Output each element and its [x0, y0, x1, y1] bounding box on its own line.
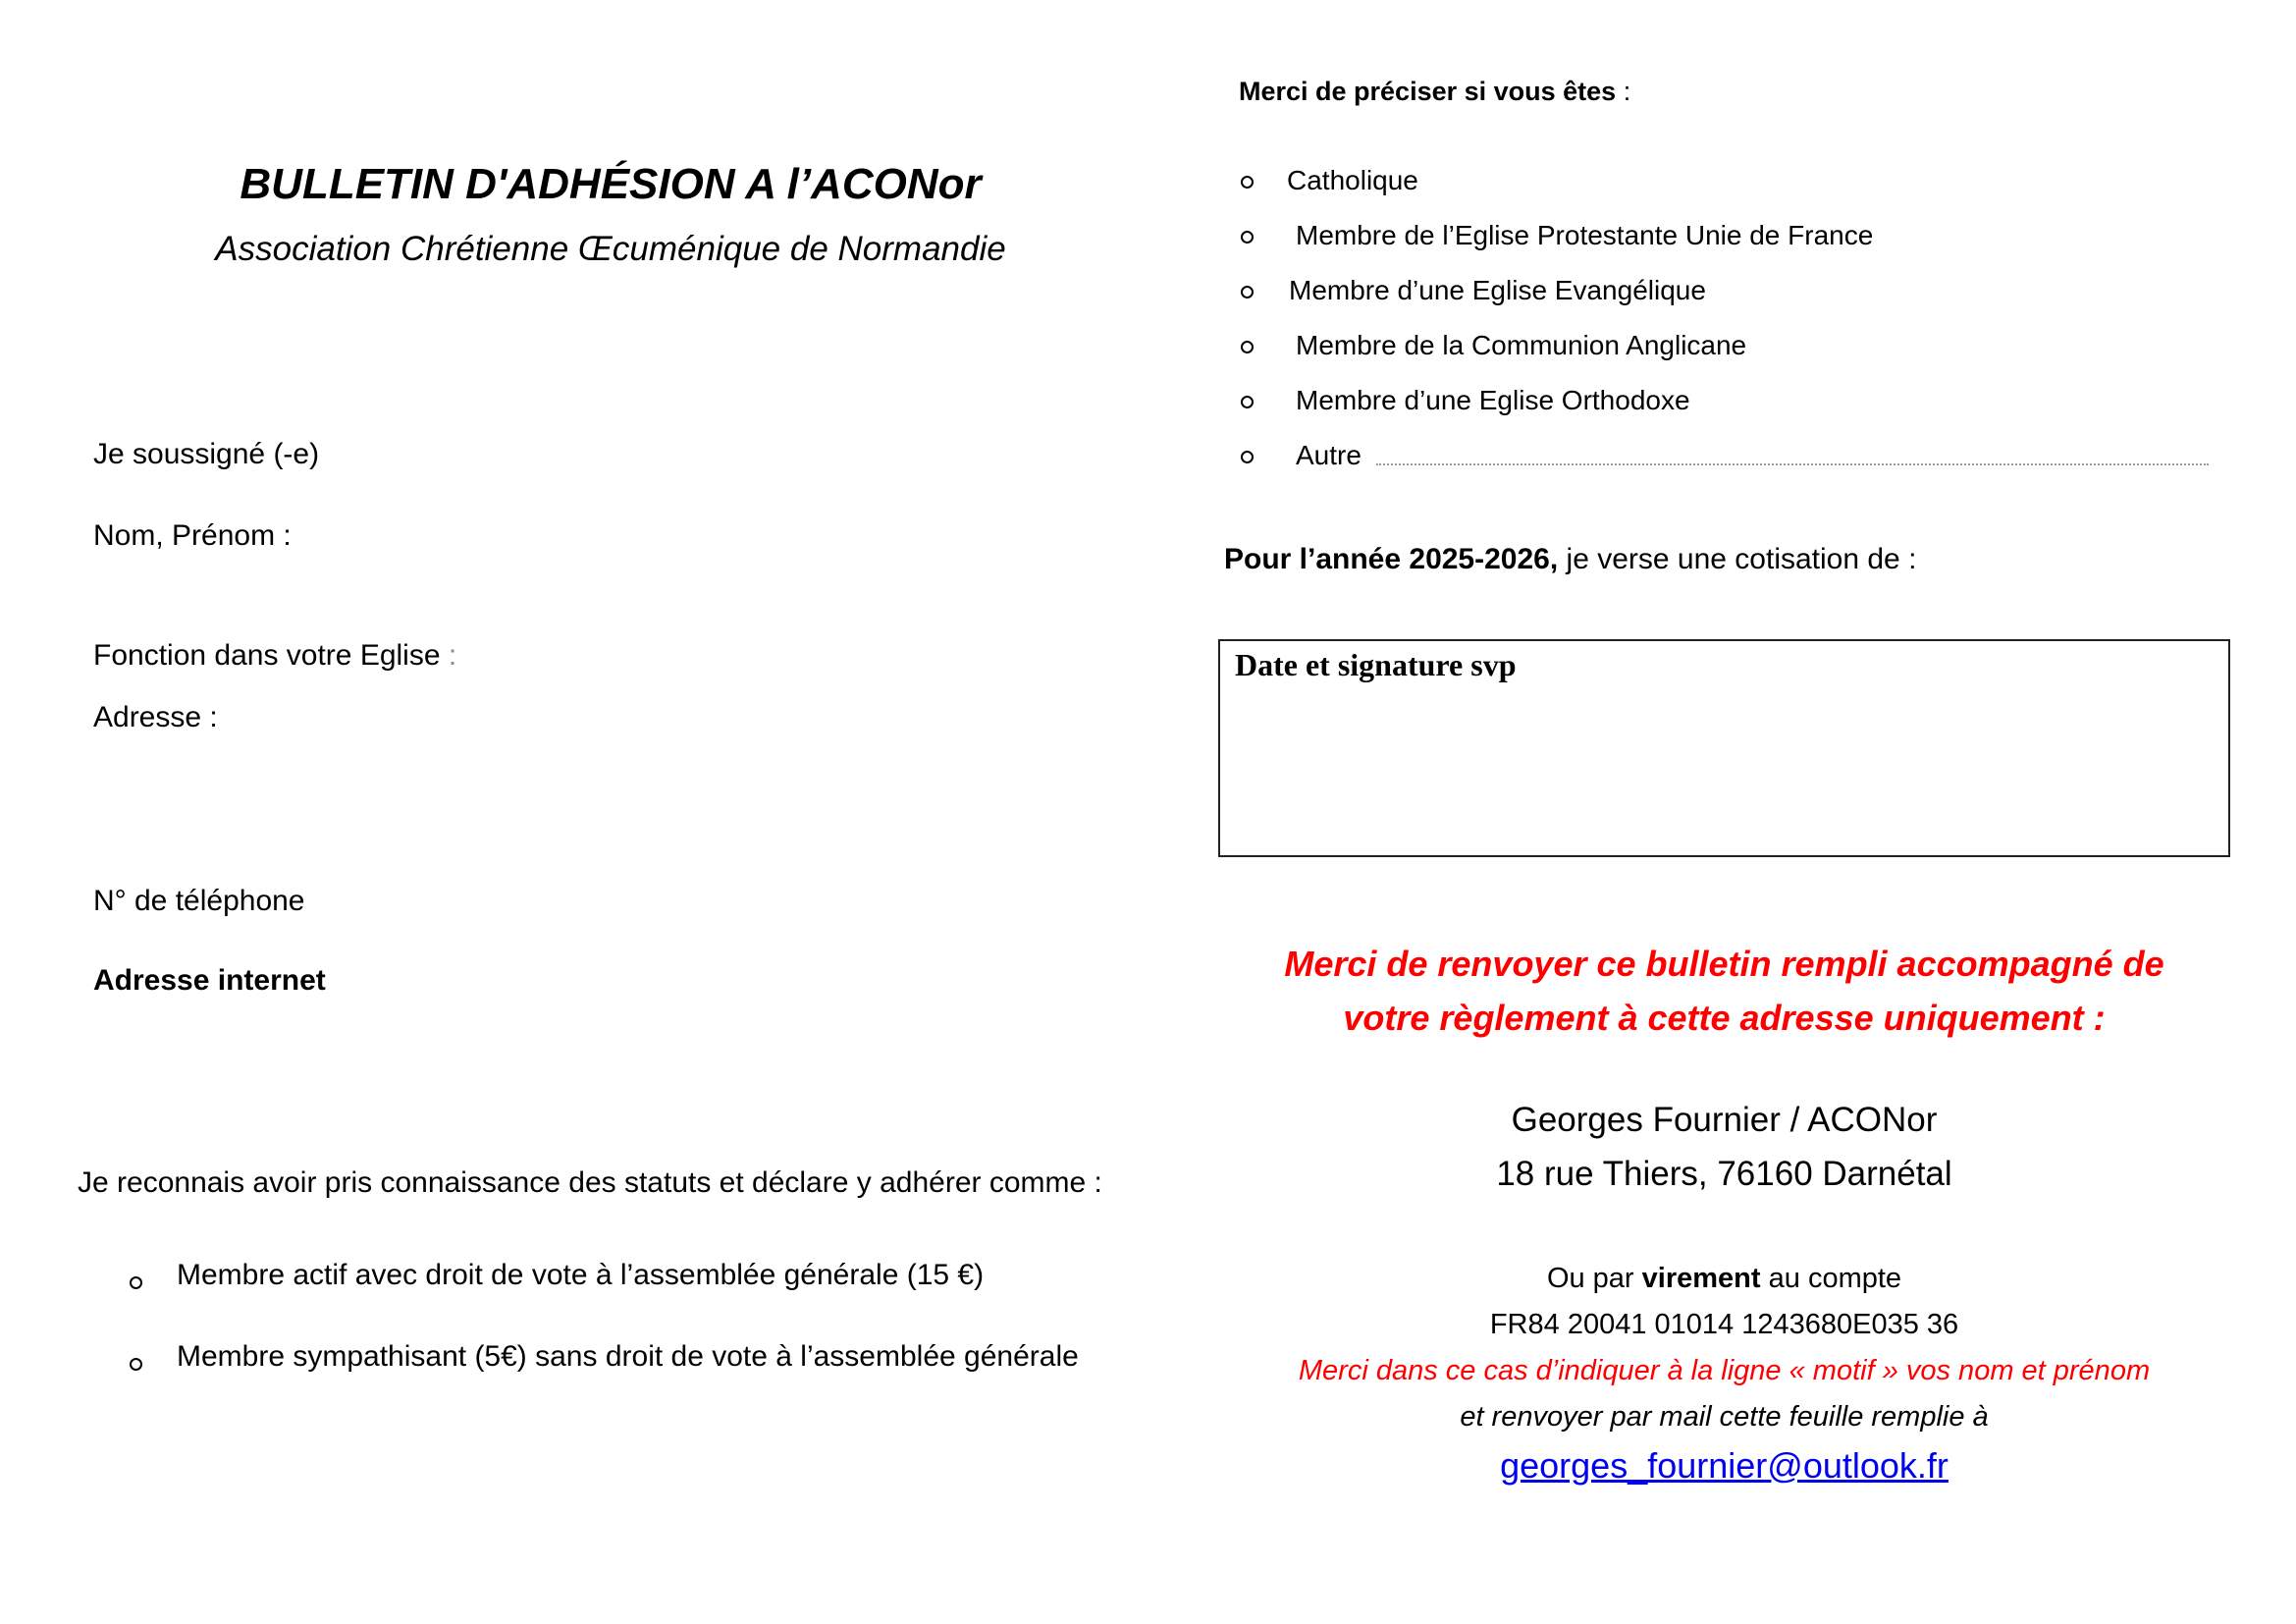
radio-autre[interactable] — [1241, 451, 1254, 463]
form-title: BULLETIN D'ADHÉSION A l’ACONor — [240, 160, 982, 208]
option-catholique: Catholique — [1287, 165, 1418, 195]
option-autre: Autre — [1296, 440, 1362, 470]
radio-protestante[interactable] — [1241, 231, 1254, 244]
radio-anglicane[interactable] — [1241, 341, 1254, 353]
church-function-colon: : — [448, 639, 457, 672]
return-instruction-line2: votre règlement à cette adresse uniquement : — [1343, 998, 2106, 1038]
option-supporting-member: Membre sympathisant (5€) sans droit de vote à l’assemblée générale — [177, 1340, 1079, 1373]
iban: FR84 20041 01014 1243680E035 36 — [1489, 1309, 1959, 1340]
option-protestante: Membre de l’Eglise Protestante Unie de France — [1296, 220, 1874, 250]
radio-evangelique[interactable] — [1241, 286, 1254, 298]
radio-orthodoxe[interactable] — [1241, 396, 1254, 408]
cotisation-text: je verse une cotisation de : — [1566, 543, 1917, 575]
option-active-member: Membre actif avec droit de vote à l’assemblée générale (15 €) — [177, 1259, 985, 1291]
recipient-name: Georges Fournier / ACONor — [1511, 1101, 1938, 1139]
recipient-street: 18 rue Thiers, 76160 Darnétal — [1496, 1155, 1952, 1193]
religion-question-colon: : — [1623, 77, 1631, 106]
radio-catholique[interactable] — [1241, 176, 1254, 189]
cotisation-line — [1224, 543, 1916, 576]
transfer-au-compte: au compte — [1768, 1263, 1902, 1294]
autre-fill-line[interactable] — [1376, 463, 2209, 465]
option-anglicane: Membre de la Communion Anglicane — [1296, 330, 1747, 360]
name-field-label: Nom, Prénom : — [93, 519, 292, 552]
undersigned-label: Je soussigné (-e) — [93, 438, 320, 470]
church-function-field — [93, 639, 456, 673]
transfer-ou-par: Ou par — [1546, 1263, 1634, 1294]
email-field-label: Adresse internet — [93, 964, 326, 997]
radio-active-member[interactable] — [130, 1276, 142, 1289]
return-instruction-line1: Merci de renvoyer ce bulletin rempli accompagné de — [1284, 944, 2164, 984]
signature-label: Date et signature svp — [1235, 647, 1517, 682]
option-evangelique: Membre d’une Eglise Evangélique — [1289, 275, 1706, 305]
option-orthodoxe: Membre d’une Eglise Orthodoxe — [1296, 385, 1690, 415]
address-field-label: Adresse : — [93, 701, 218, 733]
phone-field-label: N° de téléphone — [93, 885, 305, 917]
church-function-label: Fonction dans votre Eglise — [93, 639, 441, 672]
mail-note: et renvoyer par mail cette feuille remplie à — [1460, 1401, 1989, 1433]
radio-supporting-member[interactable] — [130, 1358, 142, 1371]
signature-box[interactable] — [1218, 639, 2230, 857]
religion-question — [1239, 77, 1630, 107]
motif-note: Merci dans ce cas d’indiquer à la ligne « motif » vos nom et prénom — [1298, 1355, 2151, 1386]
transfer-virement: virement — [1641, 1263, 1761, 1294]
cotisation-year: Pour l’année 2025-2026, — [1224, 543, 1559, 575]
membership-declaration: Je reconnais avoir pris connaissance des statuts et déclare y adhérer comme : — [78, 1166, 1102, 1199]
association-name: Association Chrétienne Œcuménique de Normandie — [215, 230, 1006, 268]
email-link[interactable]: georges_fournier@outlook.fr — [1500, 1445, 1949, 1486]
religion-question-text: Merci de préciser si vous êtes — [1239, 77, 1617, 106]
transfer-line — [1218, 1263, 2230, 1295]
